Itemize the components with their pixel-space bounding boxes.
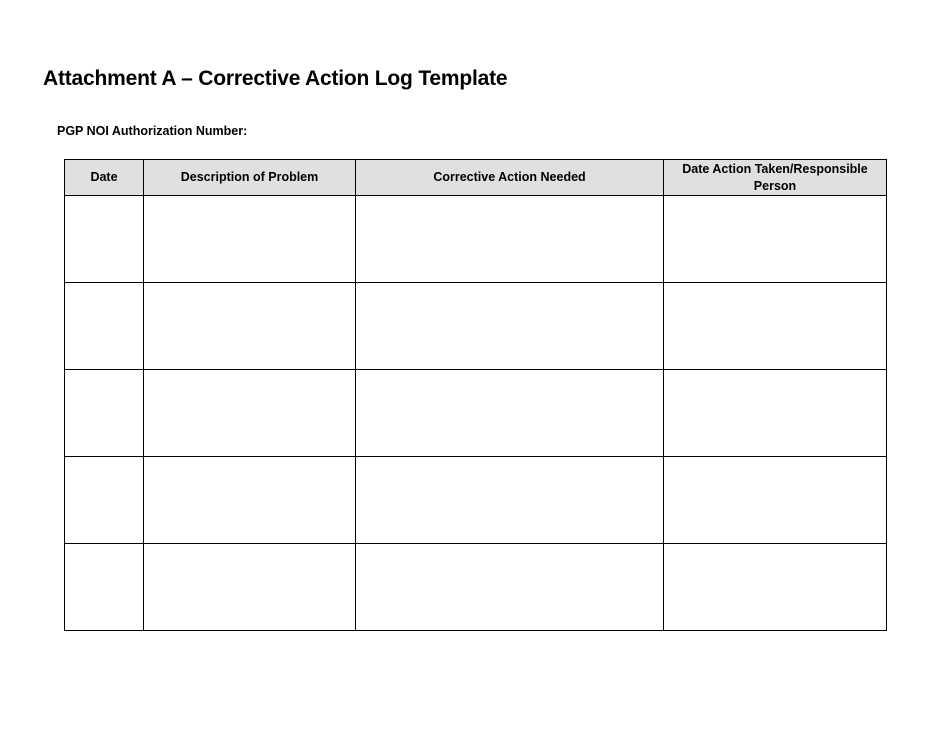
date-cell[interactable]: [65, 370, 144, 457]
table-header-row: [65, 160, 887, 196]
corrective-action-cell[interactable]: [356, 544, 664, 631]
table-row: [65, 544, 887, 631]
table-row: [65, 370, 887, 457]
date-cell[interactable]: [65, 196, 144, 283]
table-row: [65, 457, 887, 544]
date-taken-cell[interactable]: [664, 283, 887, 370]
table-row: [65, 283, 887, 370]
description-cell[interactable]: [144, 370, 356, 457]
description-cell[interactable]: [144, 196, 356, 283]
header-date: Date: [65, 160, 144, 196]
corrective-action-cell[interactable]: [356, 196, 664, 283]
date-taken-cell[interactable]: [664, 544, 887, 631]
date-cell[interactable]: [65, 283, 144, 370]
header-date-action-taken: Date Action Taken/Responsible Person: [664, 160, 887, 196]
date-taken-cell[interactable]: [664, 370, 887, 457]
header-description-of-problem: Description of Problem: [144, 160, 356, 196]
table-row: [65, 196, 887, 283]
date-taken-cell[interactable]: [664, 457, 887, 544]
corrective-action-log-table: [64, 159, 887, 631]
date-cell[interactable]: [65, 544, 144, 631]
description-cell[interactable]: [144, 544, 356, 631]
authorization-number-label: PGP NOI Authorization Number:: [57, 124, 248, 138]
corrective-action-cell[interactable]: [356, 283, 664, 370]
date-taken-cell[interactable]: [664, 196, 887, 283]
corrective-action-cell[interactable]: [356, 457, 664, 544]
corrective-action-cell[interactable]: [356, 370, 664, 457]
header-corrective-action-needed: Corrective Action Needed: [356, 160, 664, 196]
description-cell[interactable]: [144, 457, 356, 544]
date-cell[interactable]: [65, 457, 144, 544]
description-cell[interactable]: [144, 283, 356, 370]
page-title: Attachment A – Corrective Action Log Template: [43, 67, 508, 90]
